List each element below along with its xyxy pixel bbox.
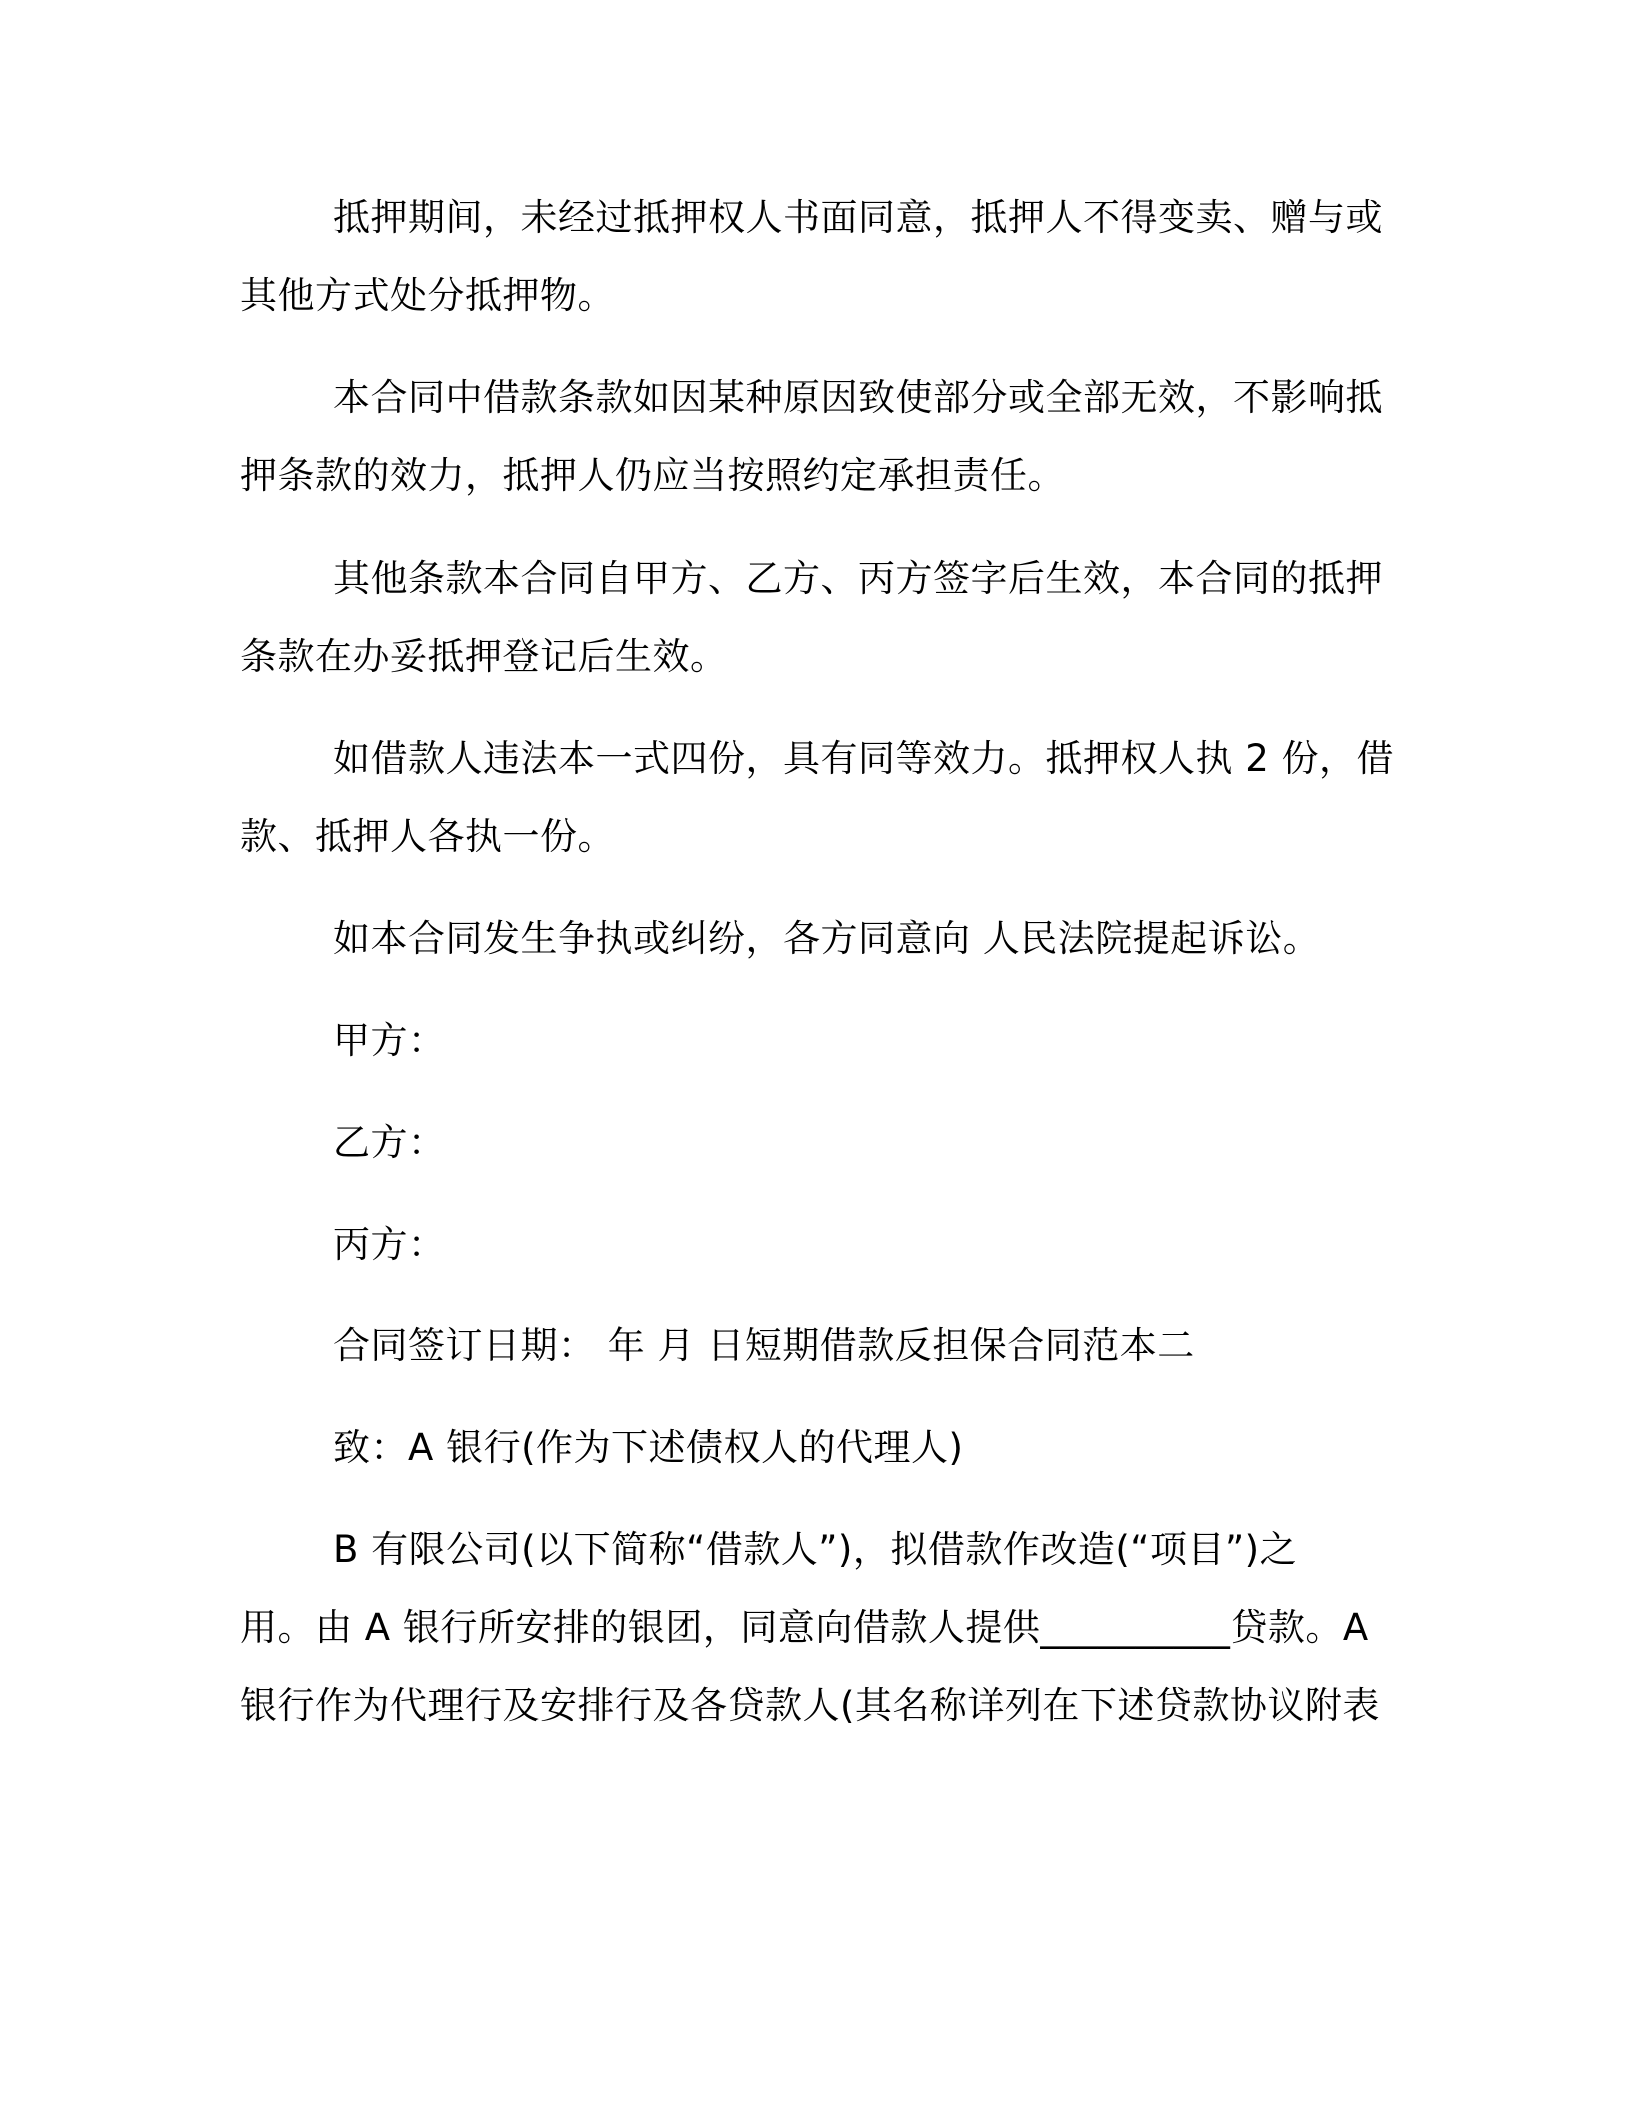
- paragraph-11-line-2: 用。由 A 银行所安排的银团，同意向借款人提供__________贷款。A: [240, 1606, 1369, 1649]
- party-a-label: 甲方：: [333, 1019, 446, 1062]
- paragraph-1-line-1: 抵押期间，未经过抵押权人书面同意，抵押人不得变卖、赠与或: [333, 196, 1383, 239]
- party-b-label: 乙方：: [333, 1121, 446, 1164]
- paragraph-1-line-2: 其他方式处分抵押物。: [240, 274, 615, 317]
- paragraph-3-line-2: 条款在办妥抵押登记后生效。: [240, 635, 728, 678]
- paragraph-4-line-1: 如借款人违法本一式四份，具有同等效力。抵押权人执 2 份，借: [333, 737, 1395, 780]
- addressee-line: 致：A 银行(作为下述债权人的代理人): [333, 1426, 964, 1469]
- paragraph-11-line-3: 银行作为代理行及安排行及各贷款人(其名称详列在下述贷款协议附表: [240, 1684, 1380, 1727]
- contract-date-line: 合同签订日期： 年 月 日短期借款反担保合同范本二: [333, 1324, 1195, 1367]
- paragraph-5-line-1: 如本合同发生争执或纠纷，各方同意向 人民法院提起诉讼。: [333, 917, 1321, 960]
- paragraph-11-line-1: B 有限公司(以下简称“借款人”)，拟借款作改造(“项目”)之: [333, 1528, 1298, 1571]
- paragraph-2-line-1: 本合同中借款条款如因某种原因致使部分或全部无效，不影响抵: [333, 376, 1383, 419]
- party-c-label: 丙方：: [333, 1223, 446, 1266]
- paragraph-3-line-1: 其他条款本合同自甲方、乙方、丙方签字后生效，本合同的抵押: [333, 557, 1383, 600]
- paragraph-2-line-2: 押条款的效力，抵押人仍应当按照约定承担责任。: [240, 454, 1065, 497]
- paragraph-4-line-2: 款、抵押人各执一份。: [240, 815, 615, 858]
